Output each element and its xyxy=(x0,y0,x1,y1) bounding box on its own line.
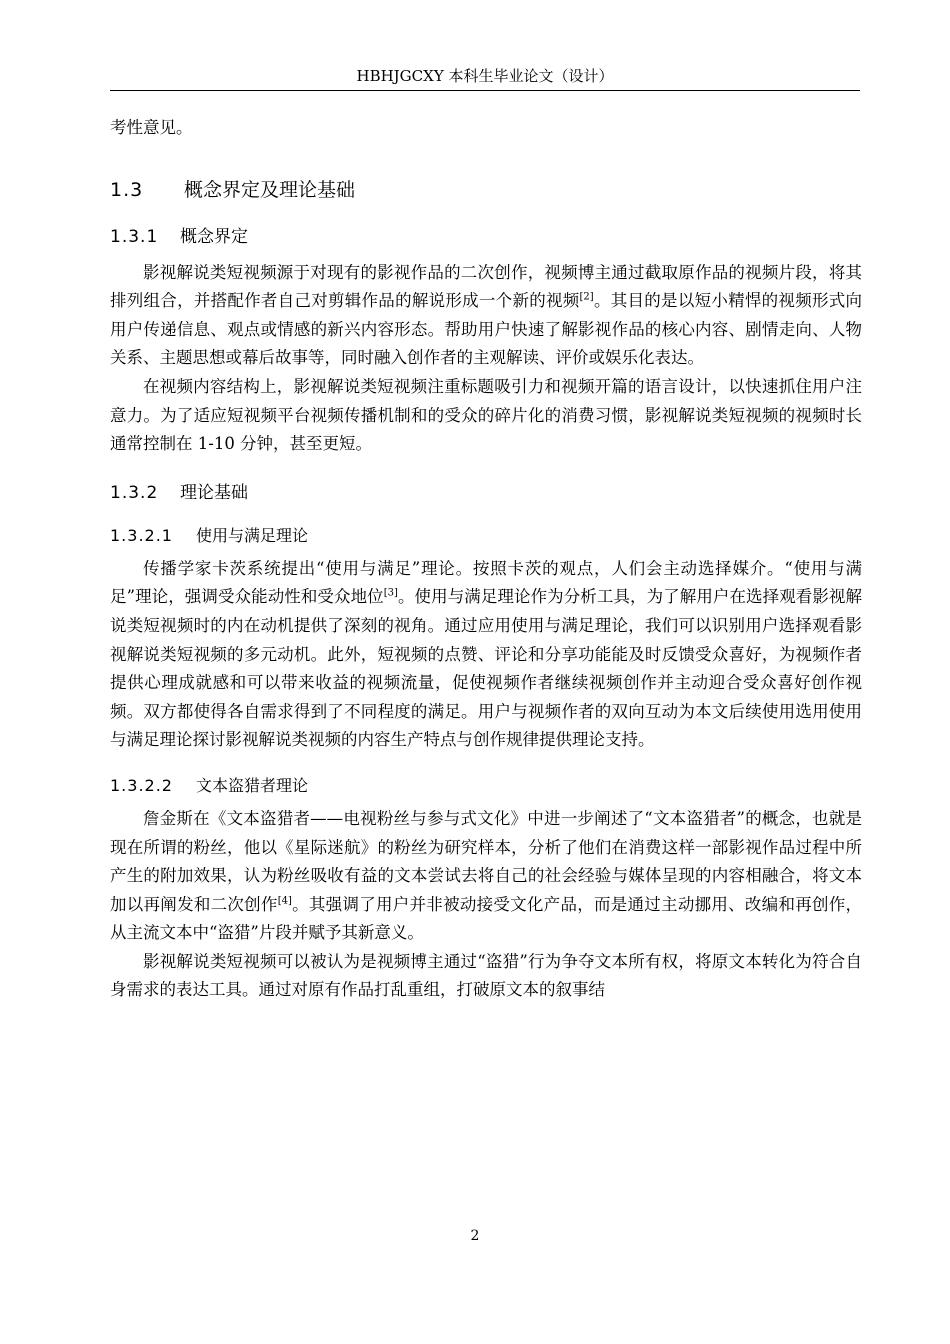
section-heading-1-3-2-1 xyxy=(110,525,862,547)
running-header: HBHJGCXY 本科生毕业论文（设计） xyxy=(356,67,614,85)
paragraph-text: 。其强调了用户并非被动接受文化产品，而是通过主动挪用、改编和再创作，从主流文本中“盗猎”片段并赋予其新意义。 xyxy=(110,894,863,943)
section-heading-1-3 xyxy=(110,177,862,203)
paragraph-text: 。其目的是以短小精悍的视频形式向用户传递信息、观点或情感的新兴内容形态。帮助用户快速了解影视作品的核心内容、剧情走向、人物关系、主题思想或幕后故事等，同时融入创作者的主观解读、评价或娱乐化表达。 xyxy=(110,291,863,368)
paragraph-text: 詹金斯在《文本盗猎者——电视粉丝与参与式文化》中进一步阐述了“文本盗猎者”的概念，也就是现在所谓的粉丝，他以《星际迷航》的粉丝为研究样本，分析了他们在消费这样一部影视作品过程中所产生的附加效果，认为粉丝吸收有益的文本尝试去将自己的社会经验与媒体呈现的内容相融合，将文本加以再阐发和二次创作 xyxy=(110,808,862,914)
section-number: 1.3.2 xyxy=(110,482,159,503)
page-body xyxy=(110,114,862,1005)
section-title: 概念界定 xyxy=(180,226,248,247)
paragraph-text: 。使用与满足理论作为分析工具，为了解用户在选择观看影视解说类短视频时的内在动机提供了深刻的视角。通过应用使用与满足理论，我们可以识别用户选择观看影视解说类短视频的多元动机。此外，短视频的点赞、评论和分享功能能及时反馈受众喜好，为视频作者提供心理成就感和可以带来收益的视频流量，促使视频作者继续视频创作并主动迎合受众喜好创作视频。双方都使得各自需求得到了不同程度的满足。用户与视频作者的双向互动为本文后续使用选用使用与满足理论探讨影视解说类视频的内容生产特点与创作规律提供理论支持。 xyxy=(110,587,863,750)
section-number: 1.3 xyxy=(110,178,144,201)
section-number: 1.3.1 xyxy=(110,226,159,247)
paragraph-poaching-application: 影视解说类短视频可以被认为是视频博主通过“盗猎”行为争夺文本所有权，将原文本转化为符合自身需求的表达工具。通过对原有作品打乱重组，打破原文本的叙事结 xyxy=(110,951,862,1000)
section-heading-1-3-2-2 xyxy=(110,775,862,797)
paragraph-textual-poachers xyxy=(110,805,862,948)
section-heading-1-3-1 xyxy=(110,225,862,249)
paragraph-text: 传播学家卡茨系统提出“使用与满足”理论。按照卡茨的观点，人们会主动选择媒介。“使用与满足”理论，强调受众能动性和受众地位 xyxy=(110,558,862,607)
section-heading-1-3-2 xyxy=(110,481,862,505)
section-title: 使用与满足理论 xyxy=(196,525,309,545)
citation-4: [4] xyxy=(277,895,292,907)
paragraph-concept-definition xyxy=(110,259,862,373)
section-number: 1.3.2.1 xyxy=(110,525,173,545)
section-title: 理论基础 xyxy=(180,482,248,503)
section-number: 1.3.2.2 xyxy=(110,775,173,795)
section-title: 概念界定及理论基础 xyxy=(184,178,356,201)
paragraph-uses-gratifications xyxy=(110,555,862,755)
citation-2: [2] xyxy=(579,291,594,303)
header-rule xyxy=(110,90,860,91)
citation-3: [3] xyxy=(383,587,398,599)
paragraph-text: 影视解说类短视频源于对现有的影视作品的二次创作，视频博主通过截取原作品的视频片段，将其排列组合，并搭配作者自己对剪辑作品的解说形成一个新的视频 xyxy=(110,262,862,311)
paragraph-continued: 考性意见。 xyxy=(110,118,193,137)
page-number: 2 xyxy=(470,1228,480,1244)
section-title: 文本盗猎者理论 xyxy=(196,775,309,795)
paragraph-content-structure: 在视频内容结构上，影视解说类短视频注重标题吸引力和视频开篇的语言设计，以快速抓住用户注意力。为了适应短视频平台视频传播机制和的受众的碎片化的消费习惯，影视解说类短视频的视频时长通常控制在 1-10 分钟，甚至更短。 xyxy=(110,376,862,454)
